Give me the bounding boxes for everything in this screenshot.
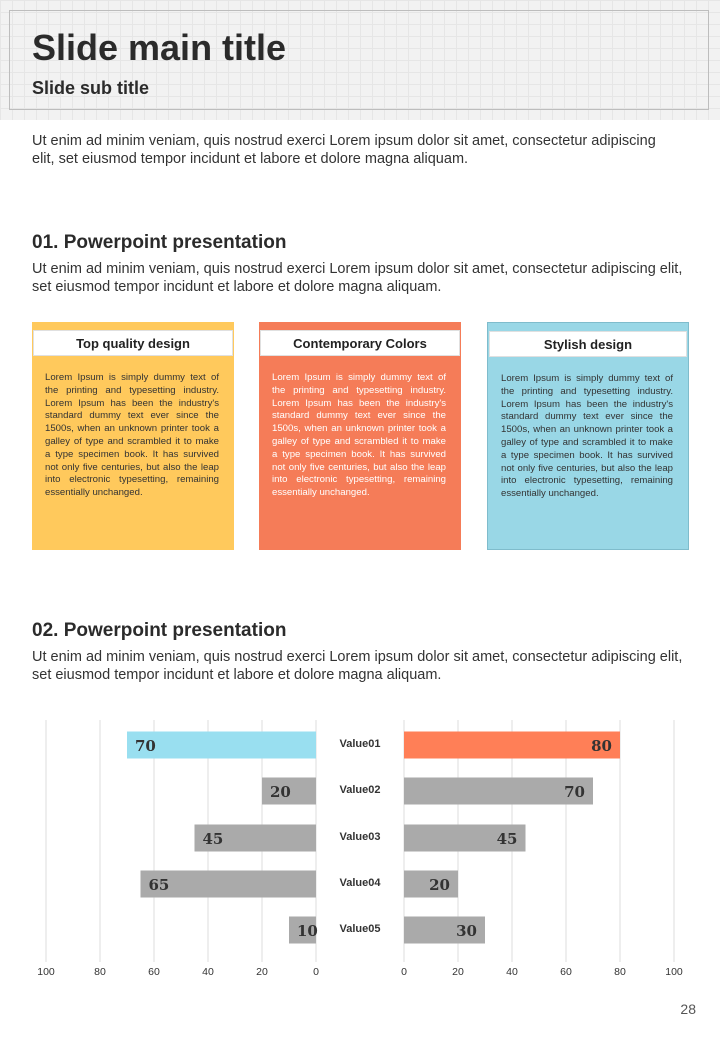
category-label: Value01 [339, 738, 381, 750]
left-bar-value: 65 [148, 876, 170, 894]
left-tick-label: 60 [148, 966, 160, 978]
right-tick-label: 0 [401, 966, 407, 978]
left-tick-label: 40 [202, 966, 214, 978]
card-top-quality [32, 322, 234, 550]
left-bar-value: 10 [297, 922, 318, 940]
right-bar-value: 70 [564, 783, 585, 801]
category-label: Value03 [339, 831, 381, 843]
category-label: Value02 [339, 784, 381, 796]
card-body: Lorem Ipsum is simply dummy text of the printing and typesetting industry. Lorem Ipsum has been the industry's standard dummy text ever since the 1500s, when an unknown printer took a galley of type and scrambled it to make a type specimen book. It has survived not only five centuries, but also the leap into electronic typesetting, remaining essentially unchanged. [501, 373, 673, 500]
page-number: 28 [680, 1001, 696, 1017]
right-tick-label: 60 [560, 966, 572, 978]
section2-title: 02. Powerpoint presentation [32, 620, 287, 641]
category-label: Value05 [339, 923, 381, 935]
section1-title: 01. Powerpoint presentation [32, 232, 287, 253]
card-accent-bar [32, 322, 234, 330]
right-bar-value: 80 [591, 737, 612, 755]
left-bar-value: 70 [135, 737, 156, 755]
card-body: Lorem Ipsum is simply dummy text of the printing and typesetting industry. Lorem Ipsum has been the industry's standard dummy text ever since the 1500s, when an unknown printer took a galley of type and scrambled it to make a type specimen book. It has survived not only five centuries, but also the leap into electronic typesetting, remaining essentially unchanged. [45, 372, 219, 499]
card-title: Contemporary Colors [260, 330, 460, 356]
card-title: Top quality design [33, 330, 233, 356]
left-bar-value: 20 [270, 783, 291, 801]
card-accent-bar [488, 323, 688, 331]
left-tick-label: 100 [37, 966, 55, 978]
card-stylish-design [487, 322, 689, 550]
left-bar-value: 45 [202, 830, 224, 848]
right-tick-label: 20 [452, 966, 464, 978]
slide-subtitle: Slide sub title [32, 78, 150, 98]
right-bar-value: 45 [496, 830, 518, 848]
category-label: Value04 [339, 877, 381, 889]
left-tick-label: 80 [94, 966, 106, 978]
section1-text: Ut enim ad minim veniam, quis nostrud exerci Lorem ipsum dolor sit amet, consectetur adipiscing elit, set eiusmod tempor incidunt et labore et dolore magna aliquam. [32, 261, 683, 295]
header-band [0, 0, 720, 120]
right-bar-value: 20 [429, 876, 450, 894]
right-bar-value: 30 [456, 922, 477, 940]
card-accent-bar [259, 322, 461, 330]
slide-title: Slide main title [32, 27, 287, 68]
left-tick-label: 20 [256, 966, 268, 978]
card-contemporary-colors [259, 322, 461, 550]
right-bar [404, 732, 620, 759]
section2-text: Ut enim ad minim veniam, quis nostrud exerci Lorem ipsum dolor sit amet, consectetur adipiscing elit, set eiusmod tempor incidunt et labore et dolore magna aliquam. [32, 649, 683, 683]
butterfly-bar-chart [0, 700, 720, 1000]
right-tick-label: 40 [506, 966, 518, 978]
card-title: Stylish design [489, 331, 687, 357]
right-tick-label: 100 [665, 966, 683, 978]
left-tick-label: 0 [313, 966, 319, 978]
right-tick-label: 80 [614, 966, 626, 978]
intro-paragraph: Ut enim ad minim veniam, quis nostrud exerci Lorem ipsum dolor sit amet, consectetur adipiscing elit, set eiusmod tempor incidunt et labore et dolore magna aliquam. [32, 133, 656, 167]
card-body: Lorem Ipsum is simply dummy text of the printing and typesetting industry. Lorem Ipsum has been the industry's standard dummy text ever since the 1500s, when an unknown printer took a galley of type and scrambled it to make a type specimen book. It has survived not only five centuries, but also the leap into electronic typesetting, remaining essentially unchanged. [272, 372, 446, 499]
